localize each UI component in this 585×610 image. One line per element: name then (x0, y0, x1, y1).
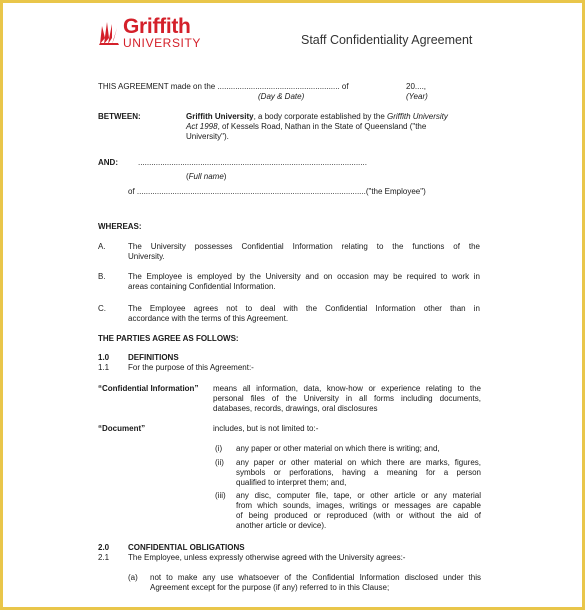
recital-letter-c: C. (98, 304, 106, 313)
recital-c-line2: accordance with the terms of this Agreement. (128, 314, 289, 323)
document-term: “Document” (98, 424, 146, 433)
recital-c-line1: The Employee agrees not to deal with the Confidential Information other than in (128, 304, 480, 313)
employee-name-blank: ....................................................................................................... (138, 158, 367, 167)
paren-close: ) (223, 172, 227, 181)
clause-a-line2: Agreement except for the purpose (if any) referred to in this Clause; (150, 583, 390, 592)
doc-item-iii-line2: from which sounds, images, writings or messages are capable (236, 501, 481, 510)
recital-b-line2: areas containing Confidential Information. (128, 282, 276, 291)
recital-a-line2: University. (128, 252, 165, 261)
section-2-1-text: The Employee, unless expressly otherwise agreed with the University agrees:- (128, 553, 406, 562)
doc-item-iii-line4: another article or device). (236, 521, 327, 530)
document-definition: includes, but is not limited to:- (213, 424, 319, 433)
doc-item-ii-number: (ii) (215, 458, 224, 467)
ci-definition-line3: databases, records, drawings, oral disclosures (213, 404, 378, 413)
section-1-1-number: 1.1 (98, 363, 110, 372)
ci-definition-line1: means all information, data, know-how or experience relating to the (213, 384, 481, 393)
recital-b-line1: The Employee is employed by the University and on occasion may be required to work in (128, 272, 480, 281)
and-label: AND: (98, 158, 118, 167)
logo-wordmark-bottom: UNIVERSITY (123, 36, 202, 50)
confidential-information-term: “Confidential Information” (98, 384, 199, 393)
doc-item-iii-number: (iii) (215, 491, 226, 500)
griffith-logo (98, 15, 213, 50)
doc-item-iii-line3: of being produced or reproduced (with or without the aid of (236, 511, 481, 520)
section-2-1-number: 2.1 (98, 553, 110, 562)
recital-letter-b: B. (98, 272, 106, 281)
section-1-1-text: For the purpose of this Agreement:- (128, 363, 254, 372)
section-1-number: 1.0 (98, 353, 110, 362)
flame-icon (98, 20, 120, 46)
act-year: Act 1998 (186, 122, 218, 131)
between-address: , of Kessels Road, Nathan in the State of Queensland ("the (217, 122, 427, 131)
year-prefix: 20...., (406, 82, 427, 91)
recital-letter-a: A. (98, 242, 106, 251)
full-name-label: Full name (188, 172, 224, 181)
full-name-caption (186, 172, 226, 182)
between-line-1 (186, 112, 448, 122)
recital-a-line1: The University possesses Confidential Information relating to the functions of the (128, 242, 480, 251)
agreement-date-line: THIS AGREEMENT made on the ....................................................... of (98, 82, 349, 91)
between-line-3: University"). (186, 132, 229, 141)
doc-item-ii-line3: qualified to interpret them; and, (236, 478, 347, 487)
between-line-2 (186, 122, 426, 132)
paren-open: ( (186, 172, 189, 181)
doc-item-iii-line1: any disc, computer file, tape, or other article or any material (236, 491, 481, 500)
party-name: Griffith University (186, 112, 254, 121)
doc-item-i-number: (i) (215, 444, 223, 453)
section-2-title: CONFIDENTIAL OBLIGATIONS (128, 543, 245, 552)
section-2-number: 2.0 (98, 543, 110, 552)
clause-a-line1: not to make any use whatsoever of the Confidential Information disclosed under this (150, 573, 481, 582)
doc-item-ii-line2: symbols or perforations, having a meaning for a person (236, 468, 481, 477)
employee-address-line: of .......................................................................................................("the Employee") (128, 187, 426, 196)
ci-definition-line2: personal files of the University in all forms including documents, (213, 394, 481, 403)
section-1-title: DEFINITIONS (128, 353, 179, 362)
document-title: Staff Confidentiality Agreement (301, 33, 473, 47)
doc-item-i-line1: any paper or other material on which there is writing; and, (236, 444, 440, 453)
between-text: , a body corporate established by the (253, 112, 387, 121)
day-date-caption: (Day & Date) (258, 92, 305, 101)
logo-wordmark-top: Griffith (123, 15, 191, 38)
whereas-heading: WHEREAS: (98, 222, 142, 231)
clause-a-number: (a) (128, 573, 138, 582)
year-caption: (Year) (406, 92, 428, 101)
between-label: BETWEEN: (98, 112, 141, 121)
doc-item-ii-line1: any paper or other material on which there are marks, figures, (236, 458, 481, 467)
parties-agree-heading: THE PARTIES AGREE AS FOLLOWS: (98, 334, 239, 343)
act-name: Griffith University (387, 112, 448, 121)
